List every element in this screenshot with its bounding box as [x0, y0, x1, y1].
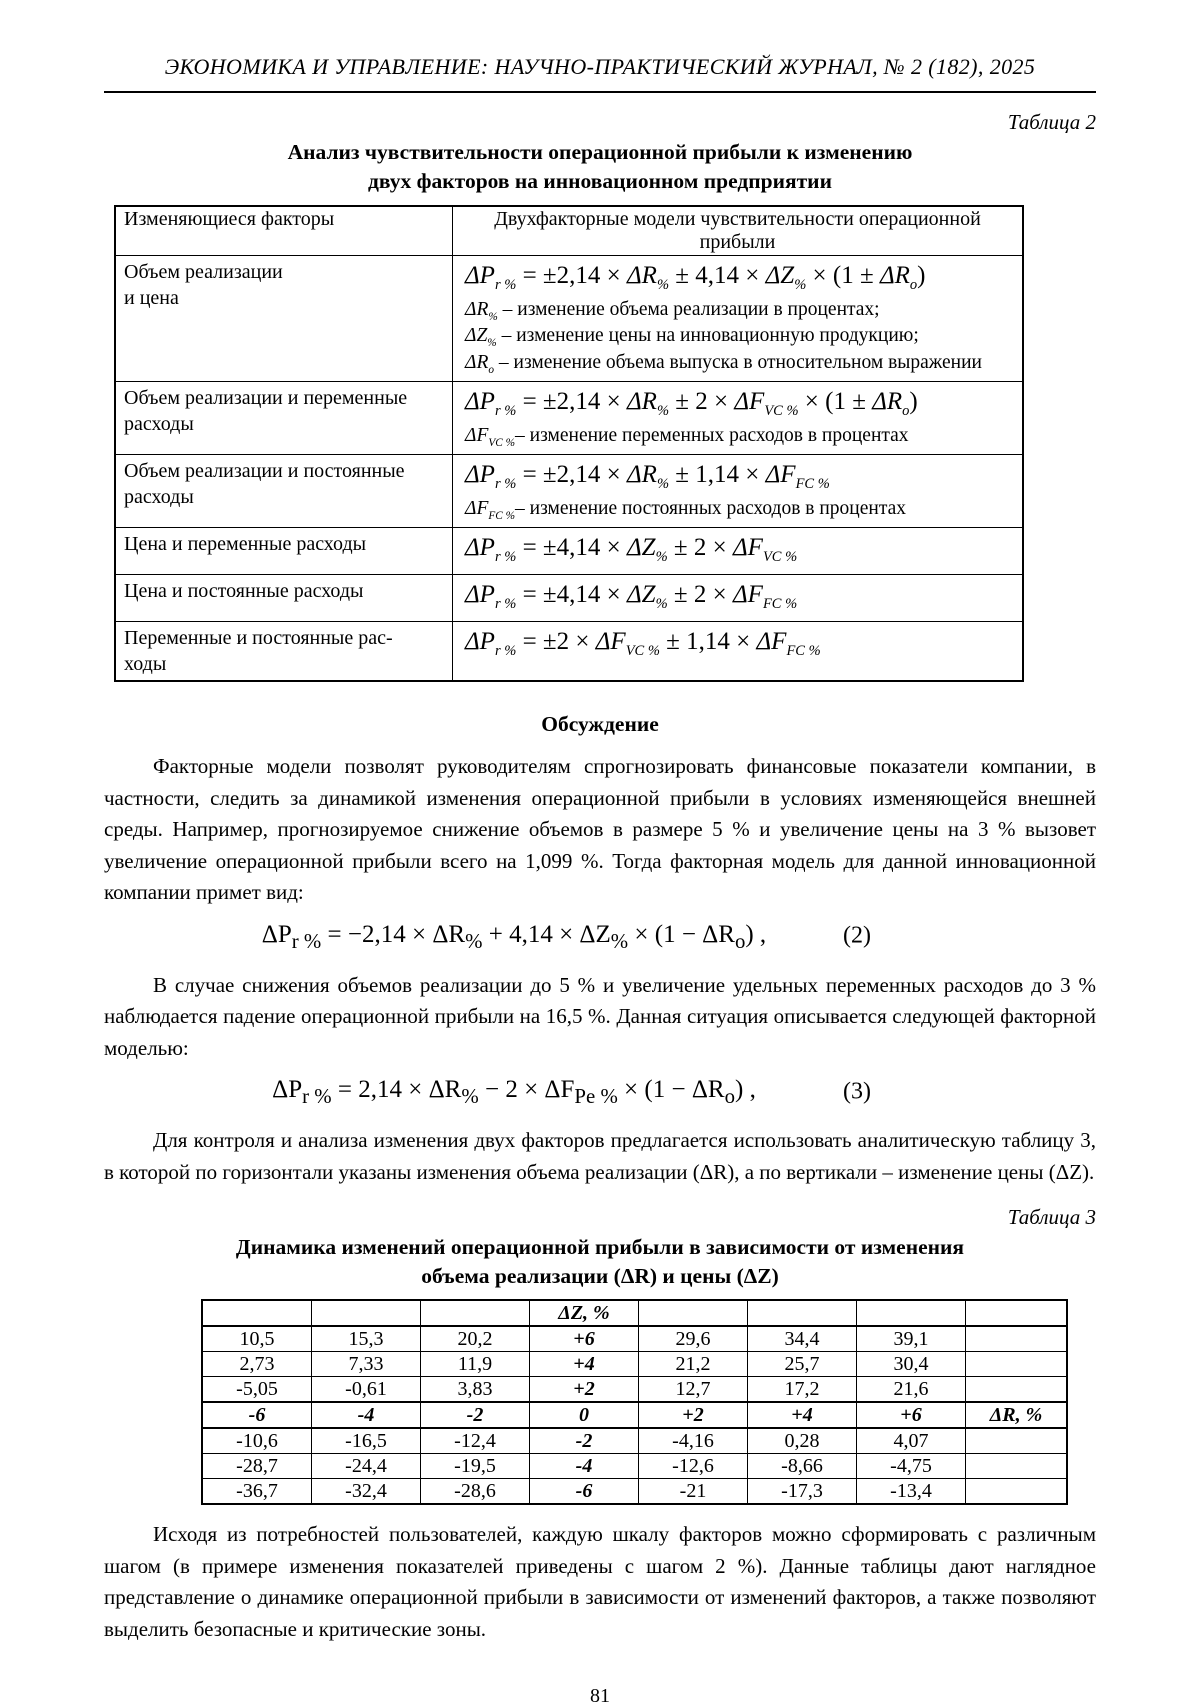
table3: [201, 1299, 1068, 1505]
formula-note: $\Delta R_{\%}$ – изменение объема реализации в процентах;: [465, 298, 880, 323]
table3-cell: 0,28: [748, 1428, 857, 1454]
table3-body: [202, 1300, 1067, 1504]
table3-cell: -16,5: [312, 1428, 421, 1454]
table3-cell: -4: [312, 1402, 421, 1428]
table3-cell: 2,73: [202, 1352, 312, 1377]
table3-cell: 21,6: [857, 1377, 966, 1403]
table2-row: [115, 528, 1023, 575]
table3-cell: [966, 1479, 1068, 1505]
table3-cell: -36,7: [202, 1479, 312, 1505]
journal-header: ЭКОНОМИКА И УПРАВЛЕНИЕ: НАУЧНО-ПРАКТИЧЕСКИЙ ЖУРНАЛ, № 2 (182), 2025: [104, 54, 1096, 93]
discussion-heading: Обсуждение: [541, 712, 659, 737]
table3-cell: [966, 1352, 1068, 1377]
table3-cell: -4: [530, 1454, 639, 1479]
table3-cell: 4,07: [857, 1428, 966, 1454]
table3-row: [202, 1377, 1067, 1403]
table3-title: Динамика изменений операционной прибыли в зависимости от изменения объема реализации (ΔR) и цены (ΔZ): [235, 1235, 965, 1289]
factor-cell: Объем реализации и цена: [115, 256, 453, 382]
model-cell: [453, 256, 1024, 382]
equation-3-number: (3): [843, 1078, 871, 1105]
table3-row: [202, 1479, 1067, 1505]
table2-title: Анализ чувствительности операционной прибыли к изменению двух факторов на инновационном предприятии: [287, 140, 913, 194]
table3-cell: +6: [530, 1326, 639, 1352]
table3-cell: [202, 1300, 312, 1326]
table3-cell: [639, 1300, 748, 1326]
factor-cell: Цена и переменные расходы: [115, 528, 453, 575]
model-formula: $\Delta P_{r \%} = \pm 4,14 \times \Delta Z_{\%} \pm 2 \times \Delta F_{FC \%}$: [465, 581, 798, 613]
model-cell: [453, 575, 1024, 622]
discussion-paragraph-2: В случае снижения объемов реализации до 5 % и увеличение удельных переменных расходов до 3 % наблюдается падение операционной прибыли на 16,5 %. Данная ситуация описывается следующей факторной моделью:: [104, 972, 1096, 1060]
table3-cell: -24,4: [312, 1454, 421, 1479]
table3-row: [202, 1326, 1067, 1352]
factor-cell: Переменные и постоянные рас- ходы: [115, 622, 453, 682]
model-formula: $\Delta P_{r \%} = \pm 2,14 \times \Delta R_{\%} \pm 1,14 \times \Delta F_{FC \%}$: [465, 461, 830, 493]
table3-row: [202, 1352, 1067, 1377]
model-cell: [453, 381, 1024, 454]
equation-2-number: (2): [843, 922, 871, 949]
table3-cell: -4,16: [639, 1428, 748, 1454]
table3-cell: [966, 1428, 1068, 1454]
table3-cell: -10,6: [202, 1428, 312, 1454]
table3-cell: [857, 1300, 966, 1326]
table3-cell: -17,3: [748, 1479, 857, 1505]
table3-row: [202, 1454, 1067, 1479]
model-cell: [453, 622, 1024, 682]
table3-cell: 21,2: [639, 1352, 748, 1377]
table3-cell: [312, 1300, 421, 1326]
model-cell: [453, 455, 1024, 528]
table3-cell: +2: [639, 1402, 748, 1428]
formula-note: $\Delta Z_{\%}$ – изменение цены на инновационную продукцию;: [465, 325, 919, 350]
model-formula: $\Delta P_{r \%} = \pm 2 \times \Delta F_{VC \%} \pm 1,14 \times \Delta F_{FC \%}$: [465, 628, 821, 660]
discussion-paragraph-3: Для контроля и анализа изменения двух факторов предлагается использовать аналитическую таблицу 3, в которой по горизонтали указаны изменения объема реализации (ΔR), а по вертикали – изменение цены (ΔZ).: [104, 1128, 1096, 1184]
table3-cell: 39,1: [857, 1326, 966, 1352]
table2-head: [115, 206, 1023, 256]
table3-cell: 20,2: [421, 1326, 530, 1352]
table3-cell: -13,4: [857, 1479, 966, 1505]
equation-3-row: [104, 1072, 1096, 1111]
table3-cell: 25,7: [748, 1352, 857, 1377]
table3-cell: ΔZ, %: [530, 1300, 639, 1326]
table3-cell: -2: [421, 1402, 530, 1428]
formula-note: $\Delta F_{VC \%}-$ изменение переменных расходов в процентах: [465, 424, 909, 449]
closing-paragraph: Исходя из потребностей пользователей, каждую шкалу факторов можно сформировать с различным шагом (в примере изменения показателей приведены с шагом 2 %). Данные таблицы дают наглядное представление о динамике операционной прибыли в зависимости от изменений факторов, а также позволяют выделить безопасные и критические зоны.: [104, 1522, 1096, 1641]
table3-cell: -8,66: [748, 1454, 857, 1479]
table3-cell: -4,75: [857, 1454, 966, 1479]
table3-cell: +6: [857, 1402, 966, 1428]
table3-cell: 15,3: [312, 1326, 421, 1352]
table3-cell: 29,6: [639, 1326, 748, 1352]
equation-2-row: [104, 917, 1096, 956]
equation-3: $\Delta P_{r \%} = 2,14 \times \Delta R_{\%} - 2 \times \Delta F_{Pe \%} \times (1 - \Delta R_o)$ ,: [272, 1076, 756, 1109]
formula-note: $\Delta R_o$ – изменение объема выпуска в относительном выражении: [465, 351, 982, 376]
table3-cell: [421, 1300, 530, 1326]
model-cell: [453, 528, 1024, 575]
table3-cell: [966, 1300, 1068, 1326]
table3-cell: 11,9: [421, 1352, 530, 1377]
table3-cell: -32,4: [312, 1479, 421, 1505]
factor-cell: Объем реализации и переменные расходы: [115, 381, 453, 454]
table3-cell: -21: [639, 1479, 748, 1505]
table3-cell: [966, 1326, 1068, 1352]
model-formula: $\Delta P_{r \%} = \pm 2,14 \times \Delta R_{\%} \pm 2 \times \Delta F_{VC \%} \times (1 \pm \Delta R_o)$: [465, 387, 918, 419]
table3-cell: [748, 1300, 857, 1326]
table3-row: [202, 1402, 1067, 1428]
table2-row: [115, 622, 1023, 682]
table2-header-row: [115, 206, 1023, 256]
table3-cell: [966, 1377, 1068, 1403]
table3-cell: -12,6: [639, 1454, 748, 1479]
table3-cell: -6: [202, 1402, 312, 1428]
table3-row: [202, 1428, 1067, 1454]
table3-cell: -12,4: [421, 1428, 530, 1454]
table3-cell: 10,5: [202, 1326, 312, 1352]
table3-cell: +4: [530, 1352, 639, 1377]
table2-row: [115, 381, 1023, 454]
table3-cell: -2: [530, 1428, 639, 1454]
table3-cell: 3,83: [421, 1377, 530, 1403]
model-formula: $\Delta P_{r \%} = \pm 2,14 \times \Delta R_{\%} \pm 4,14 \times \Delta Z_{\%} \times (1 \pm \Delta R_o)$: [465, 262, 926, 294]
discussion-paragraph-1: Факторные модели позволят руководителям спрогнозировать финансовые показатели компании, в частности, следить за динамикой изменения операционной прибыли в условиях изменяющейся внешней среды. Например, прогнозируемое снижение объемов в размере 5 % и увеличение цены на 3 % вызовет увеличение операционной прибыли всего на 1,099 %. Тогда факторная модель для данной инновационной компании примет вид:: [104, 754, 1096, 905]
table2-row: [115, 575, 1023, 622]
table3-cell: -28,7: [202, 1454, 312, 1479]
table3-cell: 12,7: [639, 1377, 748, 1403]
factor-cell: Объем реализации и постоянные расходы: [115, 455, 453, 528]
table3-cell: -6: [530, 1479, 639, 1505]
table3-cell: 34,4: [748, 1326, 857, 1352]
formula-note: $\Delta F_{FC \%}-$ изменение постоянных расходов в процентах: [465, 498, 907, 522]
table2-row: [115, 256, 1023, 382]
table3-cell: -0,61: [312, 1377, 421, 1403]
table3-cell: 17,2: [748, 1377, 857, 1403]
factor-cell: Цена и постоянные расходы: [115, 575, 453, 622]
table3-row: [202, 1300, 1067, 1326]
table2-col2-header: Двухфакторные модели чувствительности операционной прибыли: [453, 206, 1024, 256]
table3-cell: +2: [530, 1377, 639, 1403]
equation-2: $\Delta P_{r \%} = -2,14 \times \Delta R_{\%} + 4,14 \times \Delta Z_{\%} \times (1 - \Delta R_o)$ ,: [261, 920, 767, 953]
table3-cell: 0: [530, 1402, 639, 1428]
table2-row: [115, 455, 1023, 528]
table3-cell: +4: [748, 1402, 857, 1428]
table2-caption: Таблица 2: [1007, 110, 1096, 134]
table3-caption: Таблица 3: [1007, 1205, 1096, 1230]
table2-col1-header: Изменяющиеся факторы: [115, 206, 453, 256]
table2-body: [115, 256, 1023, 682]
page-number: 81: [590, 1685, 610, 1708]
model-formula: $\Delta P_{r \%} = \pm 4,14 \times \Delta Z_{\%} \pm 2 \times \Delta F_{VC \%}$: [465, 534, 798, 566]
table3-cell: 7,33: [312, 1352, 421, 1377]
table2: [114, 205, 1024, 682]
table3-cell: -5,05: [202, 1377, 312, 1403]
table3-cell: 30,4: [857, 1352, 966, 1377]
table3-cell: ΔR, %: [966, 1402, 1068, 1428]
table3-cell: -19,5: [421, 1454, 530, 1479]
table3-cell: [966, 1454, 1068, 1479]
table3-cell: -28,6: [421, 1479, 530, 1505]
